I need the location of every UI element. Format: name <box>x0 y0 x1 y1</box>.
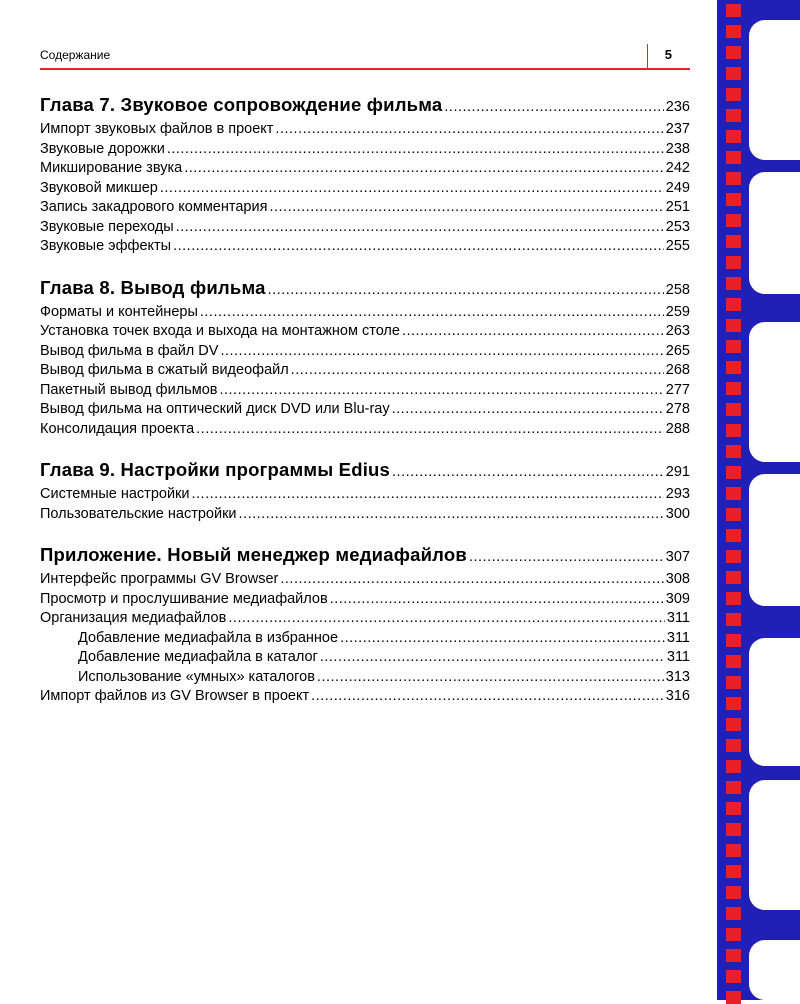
film-perforation <box>726 130 741 143</box>
page-header <box>40 44 690 70</box>
toc-entry-title: Установка точек входа и выхода на монтажном столе <box>40 323 400 339</box>
page-number: 5 <box>664 47 672 62</box>
dot-leader <box>392 400 664 420</box>
toc-page: 313 <box>665 668 690 685</box>
toc-subentry[interactable] <box>40 668 690 688</box>
toc-page: 253 <box>665 218 690 235</box>
toc-entry[interactable] <box>40 140 690 160</box>
dot-leader <box>291 361 664 381</box>
toc-entry[interactable] <box>40 687 690 707</box>
film-perforation <box>726 256 741 269</box>
film-frame <box>749 172 800 294</box>
dot-leader <box>196 420 664 440</box>
film-frame <box>749 940 800 1000</box>
dot-leader <box>192 485 664 505</box>
dot-leader <box>280 570 663 590</box>
toc-page: 263 <box>665 323 690 339</box>
toc-page: 311 <box>666 610 690 626</box>
film-perforation <box>726 949 741 962</box>
table-of-contents <box>40 92 690 707</box>
toc-page: 265 <box>665 342 690 359</box>
dot-leader <box>392 459 664 485</box>
toc-page: 249 <box>665 179 690 196</box>
toc-entry-title: Интерфейс программы GV Browser <box>40 571 279 587</box>
dot-leader <box>176 218 664 238</box>
film-perforation <box>726 109 741 122</box>
film-frame <box>749 474 800 606</box>
toc-entry-title: Использование «умных» каталогов <box>78 668 315 685</box>
toc-chapter-title: Приложение. Новый менеджер медиафайлов <box>40 544 467 565</box>
film-perforation <box>726 445 741 458</box>
dot-leader <box>320 648 665 668</box>
toc-page: 242 <box>665 160 690 176</box>
toc-entry-title: Звуковые дорожки <box>40 140 165 157</box>
dot-leader <box>200 303 664 323</box>
film-perforation <box>726 193 741 206</box>
film-perforation <box>726 697 741 710</box>
toc-page: 259 <box>665 303 690 320</box>
toc-page: 311 <box>666 649 690 665</box>
toc-chapter-title: Глава 8. Вывод фильма <box>40 276 266 298</box>
toc-chapter-7[interactable] <box>40 92 690 118</box>
toc-page: 278 <box>665 401 690 417</box>
film-perforation <box>726 172 741 185</box>
dot-leader <box>469 544 664 570</box>
film-perforation <box>726 529 741 542</box>
film-perforation <box>726 277 741 290</box>
toc-page: 291 <box>665 464 690 480</box>
header-divider <box>647 44 648 68</box>
dot-leader <box>330 590 664 610</box>
toc-page: 316 <box>665 688 690 704</box>
film-perforation <box>726 739 741 752</box>
film-perforation <box>726 613 741 626</box>
film-perforation <box>726 508 741 521</box>
dot-leader <box>167 140 664 160</box>
toc-entry[interactable] <box>40 570 690 590</box>
toc-entry-title: Запись закадрового комментария <box>40 199 268 215</box>
toc-page: 255 <box>665 238 690 254</box>
film-perforation <box>726 886 741 899</box>
film-perforation <box>726 760 741 773</box>
film-perforation <box>726 928 741 941</box>
toc-entry-title: Пакетный вывод фильмов <box>40 381 218 398</box>
film-perforation <box>726 46 741 59</box>
toc-chapter-8[interactable] <box>40 275 690 301</box>
toc-page: 307 <box>665 549 690 565</box>
toc-entry-title: Импорт файлов из GV Browser в проект <box>40 688 310 704</box>
dot-leader <box>268 277 664 303</box>
toc-entry-title: Звуковые эффекты <box>40 238 172 254</box>
toc-entry[interactable] <box>40 198 690 218</box>
film-perforation <box>726 676 741 689</box>
toc-entry[interactable] <box>40 303 690 323</box>
toc-entry-title: Добавление медиафайла в избранное <box>78 629 339 646</box>
film-perforation <box>726 361 741 374</box>
toc-page: 308 <box>665 571 690 587</box>
film-perforation <box>726 214 741 227</box>
toc-entry-title: Звуковой микшер <box>40 179 158 196</box>
toc-page: 237 <box>665 121 690 137</box>
dot-leader <box>269 198 663 218</box>
toc-appendix[interactable] <box>40 542 690 568</box>
film-perforation <box>726 571 741 584</box>
film-perforation <box>726 970 741 983</box>
toc-entry-title: Форматы и контейнеры <box>40 303 198 320</box>
film-frame <box>749 780 800 910</box>
toc-chapter-title: Глава 7. Звуковое сопровождение фильма <box>40 94 443 115</box>
toc-page: 268 <box>665 362 690 378</box>
toc-entry-title: Вывод фильма в сжатый видеофайл <box>40 362 289 378</box>
film-perforation <box>726 466 741 479</box>
film-perforation <box>726 88 741 101</box>
dot-leader <box>317 668 664 688</box>
toc-page: 300 <box>665 505 690 522</box>
film-perforation <box>726 403 741 416</box>
film-perforation <box>726 844 741 857</box>
dot-leader <box>444 94 663 120</box>
toc-page: 288 <box>665 420 690 437</box>
toc-entry[interactable] <box>40 590 690 610</box>
film-perforation <box>726 592 741 605</box>
film-frame <box>749 638 800 766</box>
toc-page: 277 <box>665 381 690 398</box>
film-perforation <box>726 634 741 647</box>
film-perforation <box>726 319 741 332</box>
toc-entry[interactable] <box>40 485 690 505</box>
toc-entry[interactable] <box>40 505 690 525</box>
toc-page: 309 <box>665 590 690 607</box>
film-frame <box>749 322 800 462</box>
toc-entry[interactable] <box>40 159 690 179</box>
film-perforation <box>726 865 741 878</box>
toc-entry-title: Пользовательские настройки <box>40 505 237 522</box>
film-perforation <box>726 25 741 38</box>
film-perforation <box>726 718 741 731</box>
toc-page: 236 <box>665 99 690 115</box>
toc-entry-title: Системные настройки <box>40 486 190 502</box>
toc-chapter-9[interactable] <box>40 457 690 483</box>
film-strip-decoration <box>717 0 800 1000</box>
dot-leader <box>220 342 663 362</box>
dot-leader <box>311 687 664 707</box>
dot-leader <box>228 609 665 629</box>
toc-entry[interactable] <box>40 400 690 420</box>
film-perforation <box>726 298 741 311</box>
dot-leader <box>219 381 663 401</box>
toc-entry-title: Звуковые переходы <box>40 218 174 235</box>
toc-entry[interactable] <box>40 120 690 140</box>
toc-entry-title: Вывод фильма на оптический диск DVD или Blu-ray <box>40 401 390 417</box>
dot-leader <box>184 159 664 179</box>
toc-entry-title: Вывод фильма в файл DV <box>40 342 219 359</box>
film-perforation <box>726 67 741 80</box>
toc-entry[interactable] <box>40 381 690 401</box>
film-perforation <box>726 781 741 794</box>
toc-entry-title: Добавление медиафайла в каталог <box>78 649 318 665</box>
toc-entry[interactable] <box>40 609 690 629</box>
toc-page: 251 <box>665 199 690 215</box>
toc-page: 293 <box>665 486 690 502</box>
film-perforation <box>726 340 741 353</box>
film-perforation <box>726 823 741 836</box>
toc-entry[interactable] <box>40 420 690 440</box>
film-perforation <box>726 550 741 563</box>
film-perforation <box>726 235 741 248</box>
dot-leader <box>239 505 664 525</box>
film-perforation <box>726 802 741 815</box>
dot-leader <box>340 629 665 649</box>
toc-entry-title: Микширование звука <box>40 160 183 176</box>
toc-entry[interactable] <box>40 342 690 362</box>
toc-entry[interactable] <box>40 237 690 257</box>
toc-entry-title: Консолидация проекта <box>40 420 195 437</box>
film-perforation <box>726 424 741 437</box>
dot-leader <box>173 237 664 257</box>
film-perforation <box>726 907 741 920</box>
dot-leader <box>160 179 664 199</box>
film-perforation <box>726 151 741 164</box>
film-perforation <box>726 4 741 17</box>
toc-page: 311 <box>666 629 690 646</box>
film-perforation <box>726 487 741 500</box>
toc-entry[interactable] <box>40 322 690 342</box>
running-title: Содержание <box>40 48 111 62</box>
toc-subentry[interactable] <box>40 629 690 649</box>
toc-entry-title: Просмотр и прослушивание медиафайлов <box>40 590 328 607</box>
film-frame <box>749 20 800 160</box>
toc-entry-title: Импорт звуковых файлов в проект <box>40 121 274 137</box>
film-perforation <box>726 382 741 395</box>
toc-chapter-title: Глава 9. Настройки программы Edius <box>40 459 391 480</box>
toc-entry-title: Организация медиафайлов <box>40 610 227 626</box>
film-perforations <box>726 0 741 1000</box>
toc-entry[interactable] <box>40 179 690 199</box>
film-perforation <box>726 655 741 668</box>
film-perforation <box>726 991 741 1004</box>
toc-page: 238 <box>665 140 690 157</box>
dot-leader <box>402 322 664 342</box>
toc-entry[interactable] <box>40 361 690 381</box>
toc-page: 258 <box>665 281 690 298</box>
toc-subentry[interactable] <box>40 648 690 668</box>
toc-entry[interactable] <box>40 218 690 238</box>
dot-leader <box>275 120 663 140</box>
